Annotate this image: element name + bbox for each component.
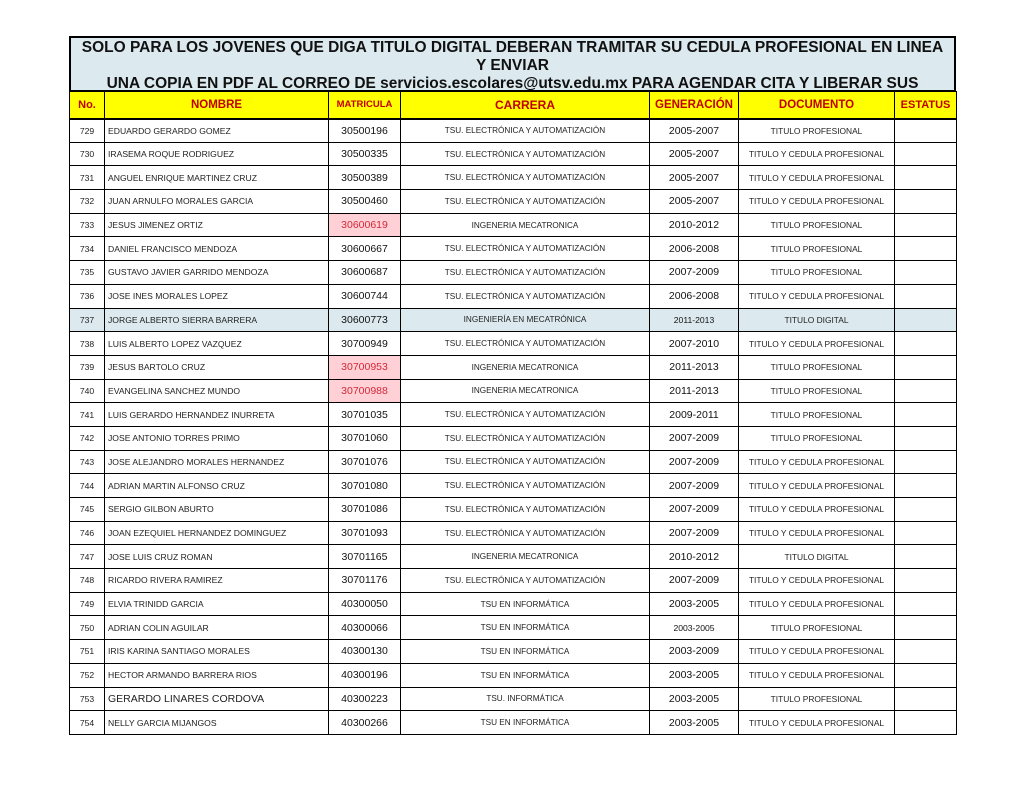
table-row [70, 237, 957, 261]
cell-matricula: 30701093 [329, 521, 401, 545]
table-row [70, 332, 957, 356]
cell-nombre: SERGIO GILBON ABURTO [105, 498, 329, 522]
table-row [70, 308, 957, 332]
cell-no: 737 [70, 308, 105, 332]
cell-matricula: 30600687 [329, 261, 401, 285]
cell-nombre: ADRIAN MARTIN ALFONSO CRUZ [105, 474, 329, 498]
notice-line-1: SOLO PARA LOS JOVENES QUE DIGA TITULO DIGITAL DEBERAN TRAMITAR SU CEDULA PROFESIONAL EN LINEA Y ENVIAR [81, 39, 944, 74]
cell-matricula: 40300066 [329, 616, 401, 640]
cell-generacion: 2003-2005 [650, 711, 739, 735]
table-row [70, 403, 957, 427]
cell-nombre: HECTOR ARMANDO BARRERA RIOS [105, 663, 329, 687]
cell-nombre: IRIS KARINA SANTIAGO MORALES [105, 640, 329, 664]
cell-no: 744 [70, 474, 105, 498]
cell-documento: TITULO PROFESIONAL [739, 237, 895, 261]
cell-matricula: 30701076 [329, 450, 401, 474]
cell-matricula: 40300130 [329, 640, 401, 664]
cell-documento: TITULO DIGITAL [739, 545, 895, 569]
cell-no: 745 [70, 498, 105, 522]
cell-documento: TITULO Y CEDULA PROFESIONAL [739, 284, 895, 308]
cell-carrera: TSU EN INFORMÁTICA [401, 663, 650, 687]
cell-no: 747 [70, 545, 105, 569]
cell-carrera: INGENERIA MECATRONICA [401, 355, 650, 379]
cell-documento: TITULO PROFESIONAL [739, 355, 895, 379]
notice-line-2: UNA COPIA EN PDF AL CORREO DE servicios.escolares@utsv.edu.mx PARA AGENDAR CITA Y LIBERAR SUS [106, 75, 919, 91]
table-row [70, 545, 957, 569]
header-estatus: ESTATUS [895, 92, 957, 119]
cell-matricula: 40300223 [329, 687, 401, 711]
table-row [70, 261, 957, 285]
cell-estatus [895, 616, 957, 640]
cell-generacion: 2007-2009 [650, 498, 739, 522]
cell-carrera: TSU. ELECTRÓNICA Y AUTOMATIZACIÓN [401, 284, 650, 308]
cell-nombre: JESUS BARTOLO CRUZ [105, 355, 329, 379]
cell-matricula: 30700953 [329, 355, 401, 379]
cell-estatus [895, 332, 957, 356]
table-row [70, 711, 957, 735]
cell-no: 741 [70, 403, 105, 427]
cell-no: 748 [70, 569, 105, 593]
cell-nombre: RICARDO RIVERA RAMIREZ [105, 569, 329, 593]
cell-documento: TITULO PROFESIONAL [739, 403, 895, 427]
cell-documento: TITULO Y CEDULA PROFESIONAL [739, 711, 895, 735]
cell-matricula: 30500460 [329, 190, 401, 214]
cell-matricula: 30500335 [329, 142, 401, 166]
cell-generacion: 2011-2013 [650, 355, 739, 379]
cell-carrera: TSU. INFORMÁTICA [401, 687, 650, 711]
cell-estatus [895, 403, 957, 427]
cell-estatus [895, 474, 957, 498]
cell-no: 739 [70, 355, 105, 379]
cell-documento: TITULO Y CEDULA PROFESIONAL [739, 142, 895, 166]
cell-no: 730 [70, 142, 105, 166]
cell-documento: TITULO DIGITAL [739, 308, 895, 332]
cell-carrera: TSU. ELECTRÓNICA Y AUTOMATIZACIÓN [401, 119, 650, 143]
header-matricula: MATRICULA [329, 92, 401, 119]
cell-estatus [895, 261, 957, 285]
cell-documento: TITULO PROFESIONAL [739, 261, 895, 285]
cell-generacion: 2011-2013 [650, 308, 739, 332]
cell-generacion: 2010-2012 [650, 213, 739, 237]
cell-matricula: 30701165 [329, 545, 401, 569]
cell-matricula: 30500196 [329, 119, 401, 143]
cell-estatus [895, 355, 957, 379]
cell-nombre: ADRIAN COLIN AGUILAR [105, 616, 329, 640]
cell-documento: TITULO Y CEDULA PROFESIONAL [739, 498, 895, 522]
cell-carrera: TSU EN INFORMÁTICA [401, 616, 650, 640]
cell-nombre: LUIS ALBERTO LOPEZ VAZQUEZ [105, 332, 329, 356]
cell-documento: TITULO PROFESIONAL [739, 616, 895, 640]
cell-nombre: NELLY GARCIA MIJANGOS [105, 711, 329, 735]
cell-generacion: 2007-2009 [650, 261, 739, 285]
cell-nombre: JOSE LUIS CRUZ ROMAN [105, 545, 329, 569]
cell-no: 731 [70, 166, 105, 190]
cell-carrera: TSU. ELECTRÓNICA Y AUTOMATIZACIÓN [401, 450, 650, 474]
cell-generacion: 2003-2005 [650, 663, 739, 687]
cell-generacion: 2007-2010 [650, 332, 739, 356]
header-row [70, 92, 957, 119]
cell-generacion: 2011-2013 [650, 379, 739, 403]
cell-nombre: ELVIA TRINIDD GARCIA [105, 592, 329, 616]
cell-nombre: LUIS GERARDO HERNANDEZ INURRETA [105, 403, 329, 427]
cell-matricula: 40300266 [329, 711, 401, 735]
table-row [70, 142, 957, 166]
cell-documento: TITULO Y CEDULA PROFESIONAL [739, 521, 895, 545]
cell-estatus [895, 450, 957, 474]
table-row [70, 592, 957, 616]
cell-documento: TITULO PROFESIONAL [739, 213, 895, 237]
cell-estatus [895, 190, 957, 214]
cell-matricula: 30701080 [329, 474, 401, 498]
cell-nombre: DANIEL FRANCISCO MENDOZA [105, 237, 329, 261]
cell-no: 751 [70, 640, 105, 664]
table-row [70, 498, 957, 522]
cell-matricula: 30700949 [329, 332, 401, 356]
cell-nombre: EDUARDO GERARDO GOMEZ [105, 119, 329, 143]
cell-nombre: IRASEMA ROQUE RODRIGUEZ [105, 142, 329, 166]
cell-no: 729 [70, 119, 105, 143]
cell-matricula: 30600744 [329, 284, 401, 308]
cell-matricula: 30600667 [329, 237, 401, 261]
cell-estatus [895, 308, 957, 332]
cell-no: 749 [70, 592, 105, 616]
cell-no: 743 [70, 450, 105, 474]
cell-no: 738 [70, 332, 105, 356]
table-row [70, 474, 957, 498]
cell-carrera: TSU. ELECTRÓNICA Y AUTOMATIZACIÓN [401, 142, 650, 166]
cell-generacion: 2005-2007 [650, 190, 739, 214]
table-row [70, 284, 957, 308]
table-body [70, 119, 957, 735]
cell-estatus [895, 545, 957, 569]
cell-matricula: 30700988 [329, 379, 401, 403]
cell-documento: TITULO Y CEDULA PROFESIONAL [739, 332, 895, 356]
cell-no: 754 [70, 711, 105, 735]
cell-generacion: 2006-2008 [650, 237, 739, 261]
cell-estatus [895, 284, 957, 308]
cell-carrera: INGENERIA MECATRONICA [401, 213, 650, 237]
cell-matricula: 30500389 [329, 166, 401, 190]
cell-estatus [895, 379, 957, 403]
table-row [70, 616, 957, 640]
cell-nombre: JESUS JIMENEZ ORTIZ [105, 213, 329, 237]
cell-documento: TITULO PROFESIONAL [739, 379, 895, 403]
cell-matricula: 30701060 [329, 426, 401, 450]
cell-carrera: TSU EN INFORMÁTICA [401, 640, 650, 664]
cell-carrera: TSU. ELECTRÓNICA Y AUTOMATIZACIÓN [401, 521, 650, 545]
cell-carrera: TSU EN INFORMÁTICA [401, 711, 650, 735]
cell-generacion: 2003-2005 [650, 616, 739, 640]
header-nombre: NOMBRE [105, 92, 329, 119]
cell-matricula: 30701176 [329, 569, 401, 593]
cell-matricula: 30600773 [329, 308, 401, 332]
cell-carrera: TSU. ELECTRÓNICA Y AUTOMATIZACIÓN [401, 498, 650, 522]
cell-documento: TITULO Y CEDULA PROFESIONAL [739, 474, 895, 498]
table-row [70, 450, 957, 474]
cell-carrera: TSU. ELECTRÓNICA Y AUTOMATIZACIÓN [401, 569, 650, 593]
table-row [70, 569, 957, 593]
cell-nombre: GERARDO LINARES CORDOVA [105, 687, 329, 711]
cell-documento: TITULO Y CEDULA PROFESIONAL [739, 640, 895, 664]
cell-nombre: JOSE ALEJANDRO MORALES HERNANDEZ [105, 450, 329, 474]
cell-documento: TITULO Y CEDULA PROFESIONAL [739, 569, 895, 593]
table-row [70, 190, 957, 214]
table-row [70, 213, 957, 237]
cell-no: 735 [70, 261, 105, 285]
cell-nombre: JOSE ANTONIO TORRES PRIMO [105, 426, 329, 450]
cell-nombre: JOSE INES MORALES LOPEZ [105, 284, 329, 308]
table-row [70, 166, 957, 190]
cell-carrera: TSU EN INFORMÁTICA [401, 592, 650, 616]
table-row [70, 663, 957, 687]
cell-documento: TITULO Y CEDULA PROFESIONAL [739, 166, 895, 190]
cell-estatus [895, 213, 957, 237]
cell-nombre: EVANGELINA SANCHEZ MUNDO [105, 379, 329, 403]
cell-generacion: 2005-2007 [650, 166, 739, 190]
table-row [70, 687, 957, 711]
notice-banner [69, 36, 956, 91]
cell-generacion: 2007-2009 [650, 474, 739, 498]
cell-documento: TITULO Y CEDULA PROFESIONAL [739, 190, 895, 214]
cell-no: 740 [70, 379, 105, 403]
cell-carrera: TSU. ELECTRÓNICA Y AUTOMATIZACIÓN [401, 332, 650, 356]
cell-no: 736 [70, 284, 105, 308]
cell-generacion: 2006-2008 [650, 284, 739, 308]
cell-no: 750 [70, 616, 105, 640]
cell-generacion: 2007-2009 [650, 521, 739, 545]
cell-generacion: 2009-2011 [650, 403, 739, 427]
table-row [70, 355, 957, 379]
cell-carrera: TSU. ELECTRÓNICA Y AUTOMATIZACIÓN [401, 261, 650, 285]
cell-carrera: TSU. ELECTRÓNICA Y AUTOMATIZACIÓN [401, 474, 650, 498]
cell-matricula: 30701086 [329, 498, 401, 522]
cell-no: 742 [70, 426, 105, 450]
cell-generacion: 2005-2007 [650, 142, 739, 166]
cell-matricula: 30701035 [329, 403, 401, 427]
cell-generacion: 2003-2009 [650, 640, 739, 664]
cell-matricula: 40300196 [329, 663, 401, 687]
cell-estatus [895, 521, 957, 545]
header-no: No. [70, 92, 105, 119]
table-row [70, 119, 957, 143]
cell-nombre: GUSTAVO JAVIER GARRIDO MENDOZA [105, 261, 329, 285]
cell-estatus [895, 166, 957, 190]
cell-estatus [895, 498, 957, 522]
cell-no: 732 [70, 190, 105, 214]
header-documento: DOCUMENTO [739, 92, 895, 119]
cell-documento: TITULO Y CEDULA PROFESIONAL [739, 592, 895, 616]
cell-carrera: INGENERIA MECATRONICA [401, 545, 650, 569]
cell-carrera: INGENIERÍA EN MECATRÓNICA [401, 308, 650, 332]
cell-carrera: INGENERIA MECATRONICA [401, 379, 650, 403]
cell-estatus [895, 592, 957, 616]
cell-documento: TITULO PROFESIONAL [739, 426, 895, 450]
cell-matricula: 30600619 [329, 213, 401, 237]
cell-no: 752 [70, 663, 105, 687]
cell-generacion: 2007-2009 [650, 569, 739, 593]
cell-documento: TITULO PROFESIONAL [739, 119, 895, 143]
cell-estatus [895, 237, 957, 261]
cell-no: 733 [70, 213, 105, 237]
cell-documento: TITULO Y CEDULA PROFESIONAL [739, 663, 895, 687]
cell-generacion: 2003-2005 [650, 687, 739, 711]
cell-no: 734 [70, 237, 105, 261]
cell-nombre: JUAN ARNULFO MORALES GARCIA [105, 190, 329, 214]
cell-generacion: 2005-2007 [650, 119, 739, 143]
table-row [70, 379, 957, 403]
cell-matricula: 40300050 [329, 592, 401, 616]
cell-generacion: 2003-2005 [650, 592, 739, 616]
cell-nombre: JORGE ALBERTO SIERRA BARRERA [105, 308, 329, 332]
cell-estatus [895, 711, 957, 735]
cell-no: 753 [70, 687, 105, 711]
cell-estatus [895, 426, 957, 450]
table-row [70, 521, 957, 545]
cell-estatus [895, 640, 957, 664]
table-row [70, 426, 957, 450]
cell-carrera: TSU. ELECTRÓNICA Y AUTOMATIZACIÓN [401, 190, 650, 214]
students-table [69, 91, 957, 735]
cell-documento: TITULO Y CEDULA PROFESIONAL [739, 450, 895, 474]
cell-generacion: 2007-2009 [650, 450, 739, 474]
cell-estatus [895, 687, 957, 711]
table-row [70, 640, 957, 664]
cell-estatus [895, 119, 957, 143]
cell-generacion: 2010-2012 [650, 545, 739, 569]
cell-carrera: TSU. ELECTRÓNICA Y AUTOMATIZACIÓN [401, 237, 650, 261]
cell-nombre: JOAN EZEQUIEL HERNANDEZ DOMINGUEZ [105, 521, 329, 545]
cell-estatus [895, 569, 957, 593]
cell-carrera: TSU. ELECTRÓNICA Y AUTOMATIZACIÓN [401, 403, 650, 427]
cell-estatus [895, 663, 957, 687]
spreadsheet-page [69, 36, 956, 735]
cell-nombre: ANGUEL ENRIQUE MARTINEZ CRUZ [105, 166, 329, 190]
cell-documento: TITULO PROFESIONAL [739, 687, 895, 711]
header-carrera: CARRERA [401, 92, 650, 119]
cell-carrera: TSU. ELECTRÓNICA Y AUTOMATIZACIÓN [401, 426, 650, 450]
header-generacion: GENERACIÓN [650, 92, 739, 119]
cell-no: 746 [70, 521, 105, 545]
cell-estatus [895, 142, 957, 166]
cell-carrera: TSU. ELECTRÓNICA Y AUTOMATIZACIÓN [401, 166, 650, 190]
cell-generacion: 2007-2009 [650, 426, 739, 450]
